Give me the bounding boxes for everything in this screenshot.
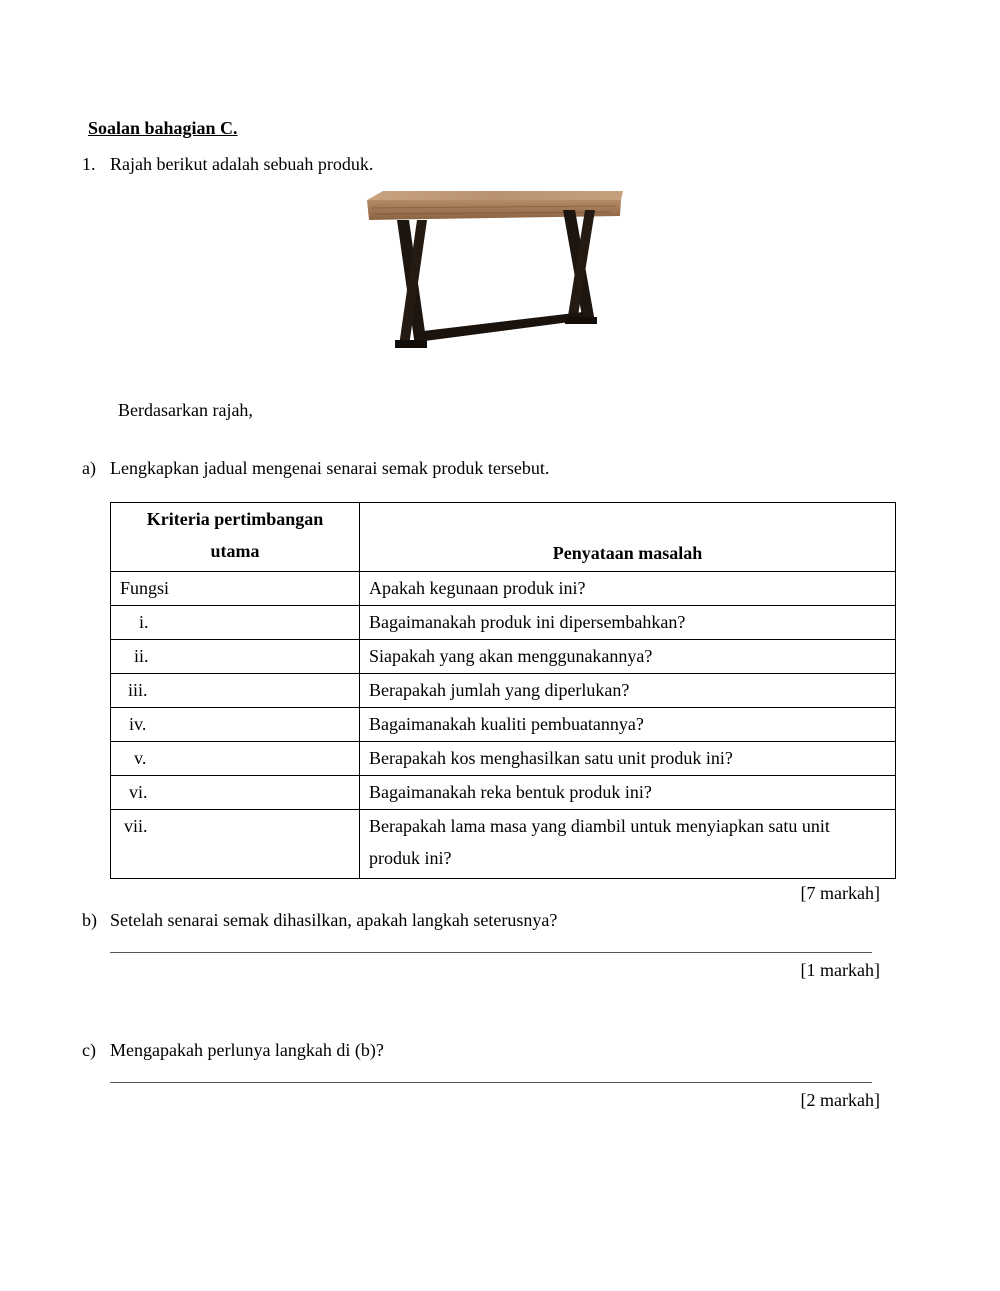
checklist-table bbox=[110, 502, 895, 879]
statement-cell: Bagaimanakah reka bentuk produk ini? bbox=[360, 776, 896, 810]
statement-cell: Berapakah kos menghasilkan satu unit produk ini? bbox=[360, 742, 896, 776]
criterion-cell: Fungsi bbox=[111, 572, 360, 606]
table-row bbox=[111, 708, 896, 742]
table-row bbox=[111, 742, 896, 776]
question-text: Rajah berikut adalah sebuah produk. bbox=[110, 154, 374, 174]
criterion-cell[interactable]: i. bbox=[111, 606, 360, 640]
part-b-label: b) bbox=[82, 910, 97, 930]
table-header-row bbox=[111, 503, 896, 572]
part-a-text: Lengkapkan jadual mengenai senarai semak produk tersebut. bbox=[110, 458, 550, 478]
criterion-cell[interactable]: iii. bbox=[111, 674, 360, 708]
part-b-marks: [1 markah] bbox=[800, 960, 880, 980]
statement-cell: Berapakah jumlah yang diperlukan? bbox=[360, 674, 896, 708]
criterion-cell[interactable]: vii. bbox=[111, 810, 360, 879]
part-c-marks: [2 markah] bbox=[800, 1090, 880, 1110]
part-b-answer-line[interactable] bbox=[110, 952, 872, 953]
criterion-cell[interactable]: vi. bbox=[111, 776, 360, 810]
header-criteria: Kriteria pertimbangan utama bbox=[111, 503, 360, 572]
criterion-cell[interactable]: ii. bbox=[111, 640, 360, 674]
statement-cell: Apakah kegunaan produk ini? bbox=[360, 572, 896, 606]
table-row bbox=[111, 606, 896, 640]
console-table-image bbox=[365, 186, 625, 356]
part-c-text: Mengapakah perlunya langkah di (b)? bbox=[110, 1040, 384, 1060]
statement-cell: Bagaimanakah produk ini dipersembahkan? bbox=[360, 606, 896, 640]
criterion-cell[interactable]: v. bbox=[111, 742, 360, 776]
part-c-answer-line[interactable] bbox=[110, 1082, 872, 1083]
statement-cell: Siapakah yang akan menggunakannya? bbox=[360, 640, 896, 674]
table-row bbox=[111, 776, 896, 810]
table-row bbox=[111, 674, 896, 708]
statement-cell: Bagaimanakah kualiti pembuatannya? bbox=[360, 708, 896, 742]
table-row bbox=[111, 572, 896, 606]
question-number: 1. bbox=[82, 154, 96, 174]
part-b-text: Setelah senarai semak dihasilkan, apakah langkah seterusnya? bbox=[110, 910, 558, 930]
part-a-label: a) bbox=[82, 458, 96, 478]
table-row bbox=[111, 640, 896, 674]
part-c-label: c) bbox=[82, 1040, 96, 1060]
table-row bbox=[111, 810, 896, 879]
part-a-marks: [7 markah] bbox=[800, 883, 880, 903]
intro-text: Berdasarkan rajah, bbox=[118, 400, 253, 420]
section-title: Soalan bahagian C. bbox=[88, 118, 238, 138]
criterion-cell[interactable]: iv. bbox=[111, 708, 360, 742]
header-statement: Penyataan masalah bbox=[360, 503, 896, 572]
statement-cell: Berapakah lama masa yang diambil untuk menyiapkan satu unit produk ini? bbox=[360, 810, 896, 879]
